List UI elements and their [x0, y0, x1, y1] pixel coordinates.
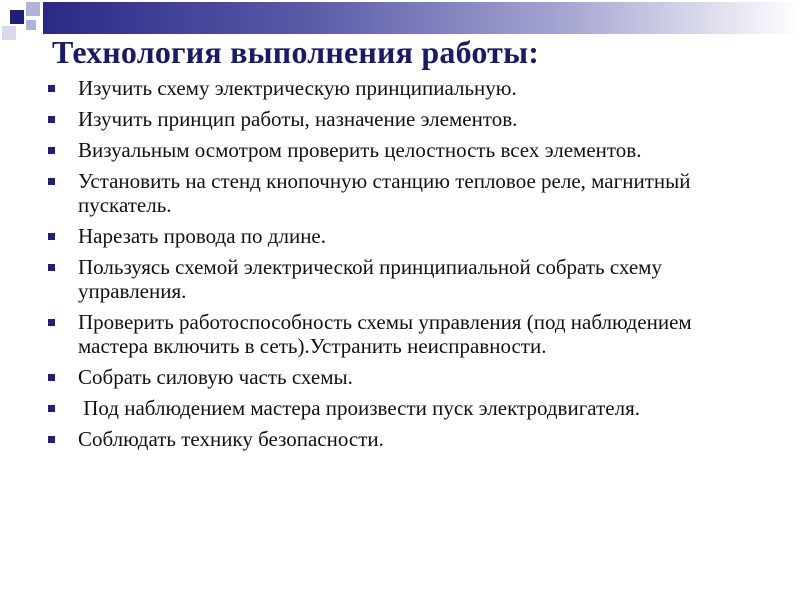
list-item [40, 396, 760, 420]
list-item [40, 365, 760, 389]
bullet-icon [48, 147, 55, 154]
list-item [40, 107, 760, 131]
list-item-text: Нарезать провода по длине. [78, 224, 327, 248]
list-item-text: Пользуясь схемой электрической принципиальной собрать схему управления. [78, 255, 662, 303]
list-item-text: Соблюдать технику безопасности. [78, 427, 384, 451]
list-item-text: Изучить принцип работы, назначение элементов. [78, 107, 518, 131]
bullet-icon [48, 178, 55, 185]
bullet-icon [48, 264, 55, 271]
list-item-text: Изучить схему электрическую принципиальную. [78, 76, 517, 100]
list-item-text: Под наблюдением мастера произвести пуск электродвигателя. [78, 396, 640, 420]
bullet-icon [48, 85, 55, 92]
list-item-text: Визуальным осмотром проверить целостность всех элементов. [78, 138, 642, 162]
bullet-icon [48, 116, 55, 123]
list-item [40, 138, 760, 162]
list-item-text: Собрать силовую часть схемы. [78, 365, 353, 389]
list-item [40, 310, 760, 358]
list-item-text: Установить на стенд кнопочную станцию тепловое реле, магнитный пускатель. [78, 169, 691, 217]
bullet-icon [48, 374, 55, 381]
slide-title: Технология выполнения работы: [52, 34, 540, 70]
bullet-icon [48, 436, 55, 443]
list-item-text: Проверить работоспособность схемы управления (под наблюдением мастера включить в сеть).Устранить неисправности. [78, 310, 692, 358]
bullet-list [40, 76, 760, 458]
bullet-icon [48, 233, 55, 240]
list-item [40, 427, 760, 451]
bullet-icon [48, 319, 55, 326]
list-item [40, 224, 760, 248]
bullet-icon [48, 405, 55, 412]
list-item [40, 169, 760, 217]
list-item [40, 76, 760, 100]
title-band [43, 2, 800, 34]
list-item [40, 255, 760, 303]
